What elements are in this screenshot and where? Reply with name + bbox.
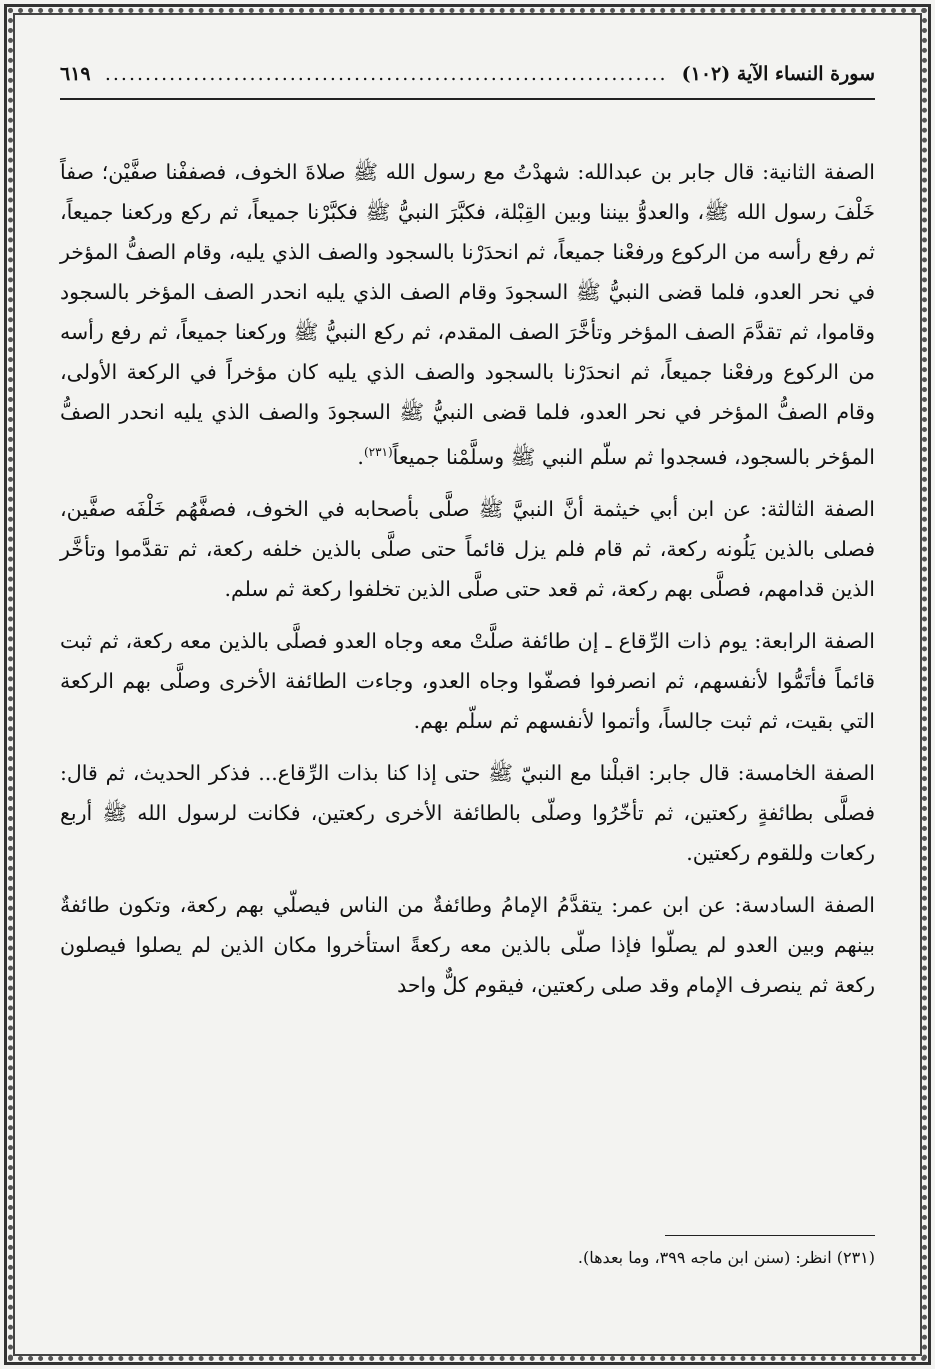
chapter-title: سورة النساء الآية (١٠٢)	[681, 63, 875, 85]
footnote-marker: (٢٣١)	[363, 445, 393, 459]
leader-dots: ......................................................................	[104, 63, 668, 85]
running-header	[60, 50, 875, 100]
paragraph-fourth-form: الصفة الرابعة: يوم ذات الرِّقاع ـ إن طائفة صلَّتْ معه وجاه العدو فصلَّى بالذين معه ركعة، ثم ثبت قائماً فأتَمُّوا لأنفسهم، ثم انصرفوا فصفّوا وجاه العدو، وجاءت الطائفة الأخرى وصلَّى بهم الركعة التي بقيت، ثم ثبت جالساً، وأتموا لأنفسهم ثم سلّم بهم.	[60, 628, 875, 733]
paragraph-fifth-form: الصفة الخامسة: قال جابر: اقبلْنا مع النبيّ ﷺ حتى إذا كنا بذات الرِّقاع... فذكر الحديث، ثم قال: فصلَّى بطائفةٍ ركعتين، ثم تأخّرُوا وصلّى بالطائفة الأخرى ركعتين، فكانت لرسول الله ﷺ أربع ركعات وللقوم ركعتين.	[60, 760, 875, 865]
paragraph-third-form: الصفة الثالثة: عن ابن أبي خيثمة أنَّ النبيَّ ﷺ صلَّى بأصحابه في الخوف، فصفَّهُم خَلْفَه صفَّين، فصلى بالذين يَلُونه ركعة، ثم قام فلم يزل قائماً حتى صلَّى بالذين خلفه ركعة، ثم تقدَّموا وتأخَّر الذين قدامهم، فصلَّى بهم ركعة، ثم قعد حتى صلَّى الذين تخلفوا ركعة ثم سلم.	[60, 496, 875, 601]
paragraph-second-form: الصفة الثانية: قال جابر بن عبدالله: شهدْتُ مع رسول الله ﷺ صلاةَ الخوف، فصففْنا صفَّيْن؛ صفاً خَلْفَ رسول الله ﷺ، والعدوُّ بيننا وبين القِبْلة، فكبَّرَ النبيُّ ﷺ فكبَّرْنا جميعاً، ثم ركع وركعنا جميعاً، ثم رفع رأسه من الركوع ورفعْنا جميعاً، ثم انحدَرْنا بالسجود والصف الذي يليه، وقام الصفُّ المؤخر في نحر العدو، فلما قضى النبيُّ ﷺ السجودَ وقام الصف الذي يليه انحدر الصف المؤخر بالسجود وقاموا، ثم تقدَّمَ الصف المؤخر وتأخَّرَ الصف المقدم، ثم ركع النبيُّ ﷺ وركعنا جميعاً، ثم رفع رأسه من الركوع ورفعْنا جميعاً، ثم انحدَرْنا بالسجود والصف الذي يليه كان مؤخراً في الركعة الأولى، وقام الصفُّ المؤخر في نحر العدو، فلما قضى النبيُّ ﷺ السجودَ والصف الذي يليه انحدر الصفُّ المؤخر بالسجود، فسجدوا ثم سلّم النبي ﷺ وسلَّمْنا جميعاً$^{(٢٣١)}$.	[60, 160, 875, 469]
footnote-divider	[665, 1235, 875, 1236]
paragraph-sixth-form: الصفة السادسة: عن ابن عمر: يتقدَّمُ الإمامُ وطائفةٌ من الناس فيصلّي بهم ركعة، وتكون طائفةٌ بينهم وبين العدو لم يصلّوا فإذا صلّى بالذين معه ركعةً استأخروا مكان الذين لم يصلوا فيصلون ركعة ثم ينصرف الإمام وقد صلى ركعتين، فيقوم كلٌّ واحد	[60, 892, 875, 997]
book-page	[60, 50, 875, 1320]
page-number: ٦١٩	[60, 63, 91, 85]
main-text	[60, 152, 875, 1005]
footnote: (٢٣١) انظر: (سنن ابن ماجه ٣٩٩، وما بعدها).	[577, 1248, 875, 1267]
